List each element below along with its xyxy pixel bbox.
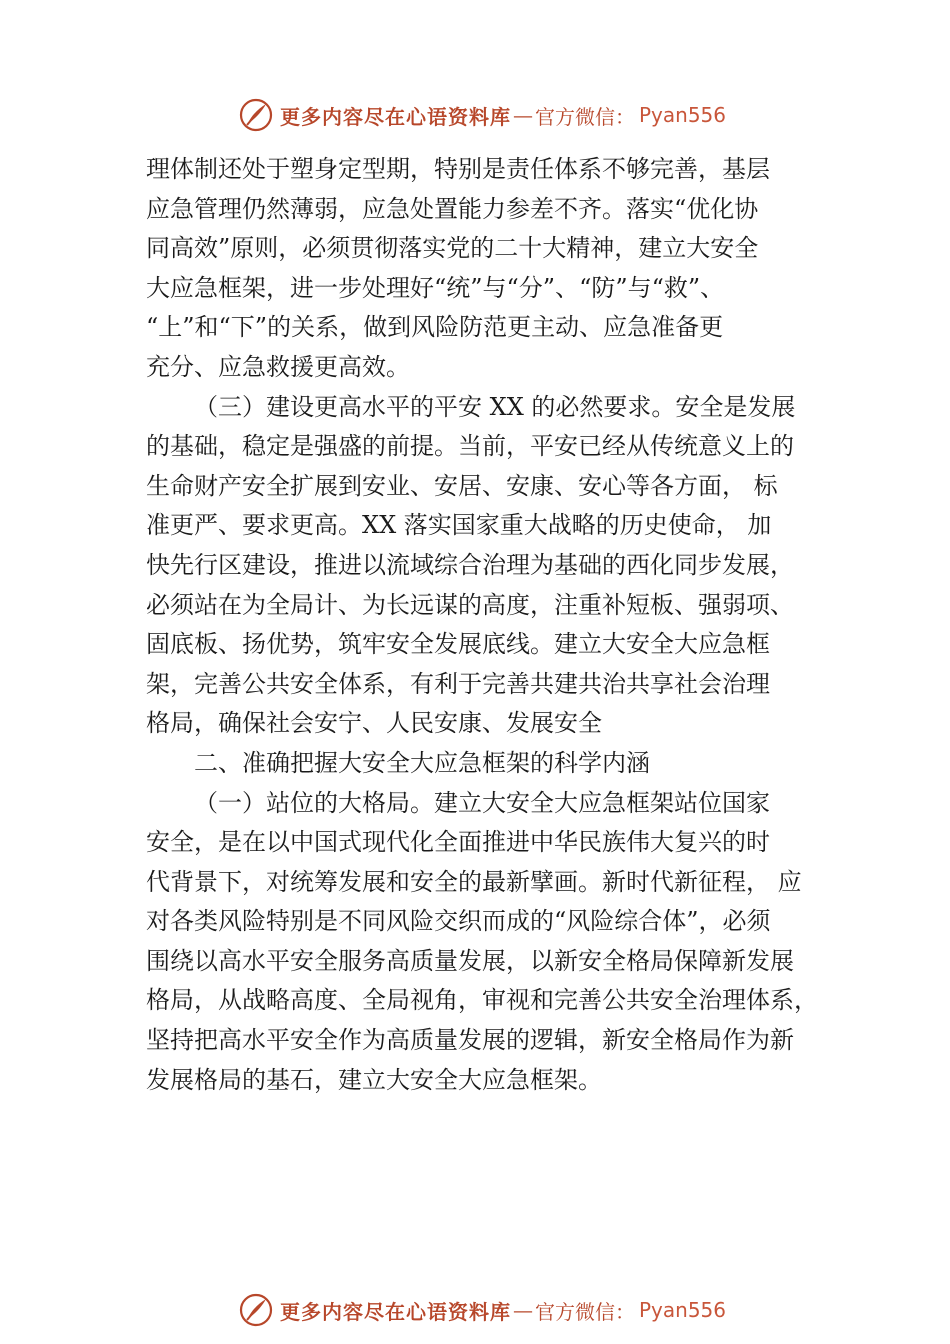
document-body xyxy=(146,150,832,1100)
body-line: 应急管理仍然薄弱，应急处置能力参差不齐。落实“优化协 xyxy=(146,194,759,223)
body-line: 大应急框架，进一步处理好“统”与“分”、“防”与“救”、 xyxy=(146,273,725,302)
body-line: 对各类风险特别是不同风险交织而成的“风险综合体”，必须 xyxy=(146,907,771,936)
body-line: “上”和“下”的关系，做到风险防范更主动、应急准备更 xyxy=(146,313,724,342)
footer-wechat-id: Pyan556 xyxy=(639,1298,727,1322)
footer-wechat-label: 官方微信： xyxy=(535,1299,635,1324)
quill-logo-icon xyxy=(238,1292,274,1328)
body-line: 格局，确保社会安宁、人民安康、发展安全 xyxy=(146,709,602,738)
body-line: 充分、应急救援更高效。 xyxy=(146,352,410,381)
header-wechat-label: 官方微信： xyxy=(535,104,635,129)
section-heading: 二、准确把握大安全大应急框架的科学内涵 xyxy=(194,748,650,777)
body-line: 理体制还处于塑身定型期，特别是责任体系不够完善，基层 xyxy=(146,155,770,183)
body-line: 围绕以高水平安全服务高质量发展，以新安全格局保障新发展 xyxy=(146,946,794,975)
footer-library-text: 更多内容尽在心语资料库 xyxy=(280,1299,511,1324)
body-line: 准更严、要求更高。XX 落实国家重大战略的历史使命， 加 xyxy=(146,511,772,540)
body-line: 固底板、扬优势，筑牢安全发展底线。建立大安全大应急框 xyxy=(146,630,770,659)
body-line: 格局，从战略高度、全局视角，审视和完善公共安全治理体系， xyxy=(146,986,818,1015)
body-line: 快先行区建设，推进以流域综合治理为基础的西化同步发展， xyxy=(146,550,794,579)
header-dash: — xyxy=(513,103,533,127)
body-line: 架，完善公共安全体系，有利于完善共建共治共享社会治理 xyxy=(146,669,770,698)
body-line: 代背景下，对统筹发展和安全的最新擘画。新时代新征程， 应 xyxy=(146,867,802,896)
header-banner xyxy=(238,95,798,135)
header-wechat-id: Pyan556 xyxy=(639,103,727,127)
footer-dash: — xyxy=(513,1298,533,1322)
body-line: 生命财产安全扩展到安业、安居、安康、安心等各方面， 标 xyxy=(146,471,778,500)
body-line: 同高效”原则，必须贯彻落实党的二十大精神，建立大安全 xyxy=(146,234,759,263)
header-library-text: 更多内容尽在心语资料库 xyxy=(280,104,511,129)
paragraph-start-line: （一）站位的大格局。建立大安全大应急框架站位国家 xyxy=(194,788,770,817)
body-line: 必须站在为全局计、为长远谋的高度，注重补短板、强弱项、 xyxy=(146,590,794,619)
paragraph-start-line: （三）建设更高水平的平安 XX 的必然要求。安全是发展 xyxy=(194,392,796,421)
footer-banner xyxy=(238,1290,798,1330)
body-line: 的基础，稳定是强盛的前提。当前，平安已经从传统意义上的 xyxy=(146,432,794,461)
body-line: 安全，是在以中国式现代化全面推进中华民族伟大复兴的时 xyxy=(146,828,770,857)
body-line: 发展格局的基石，建立大安全大应急框架。 xyxy=(146,1065,602,1094)
body-line: 坚持把高水平安全作为高质量发展的逻辑，新安全格局作为新 xyxy=(146,1026,794,1055)
quill-logo-icon xyxy=(238,97,274,133)
